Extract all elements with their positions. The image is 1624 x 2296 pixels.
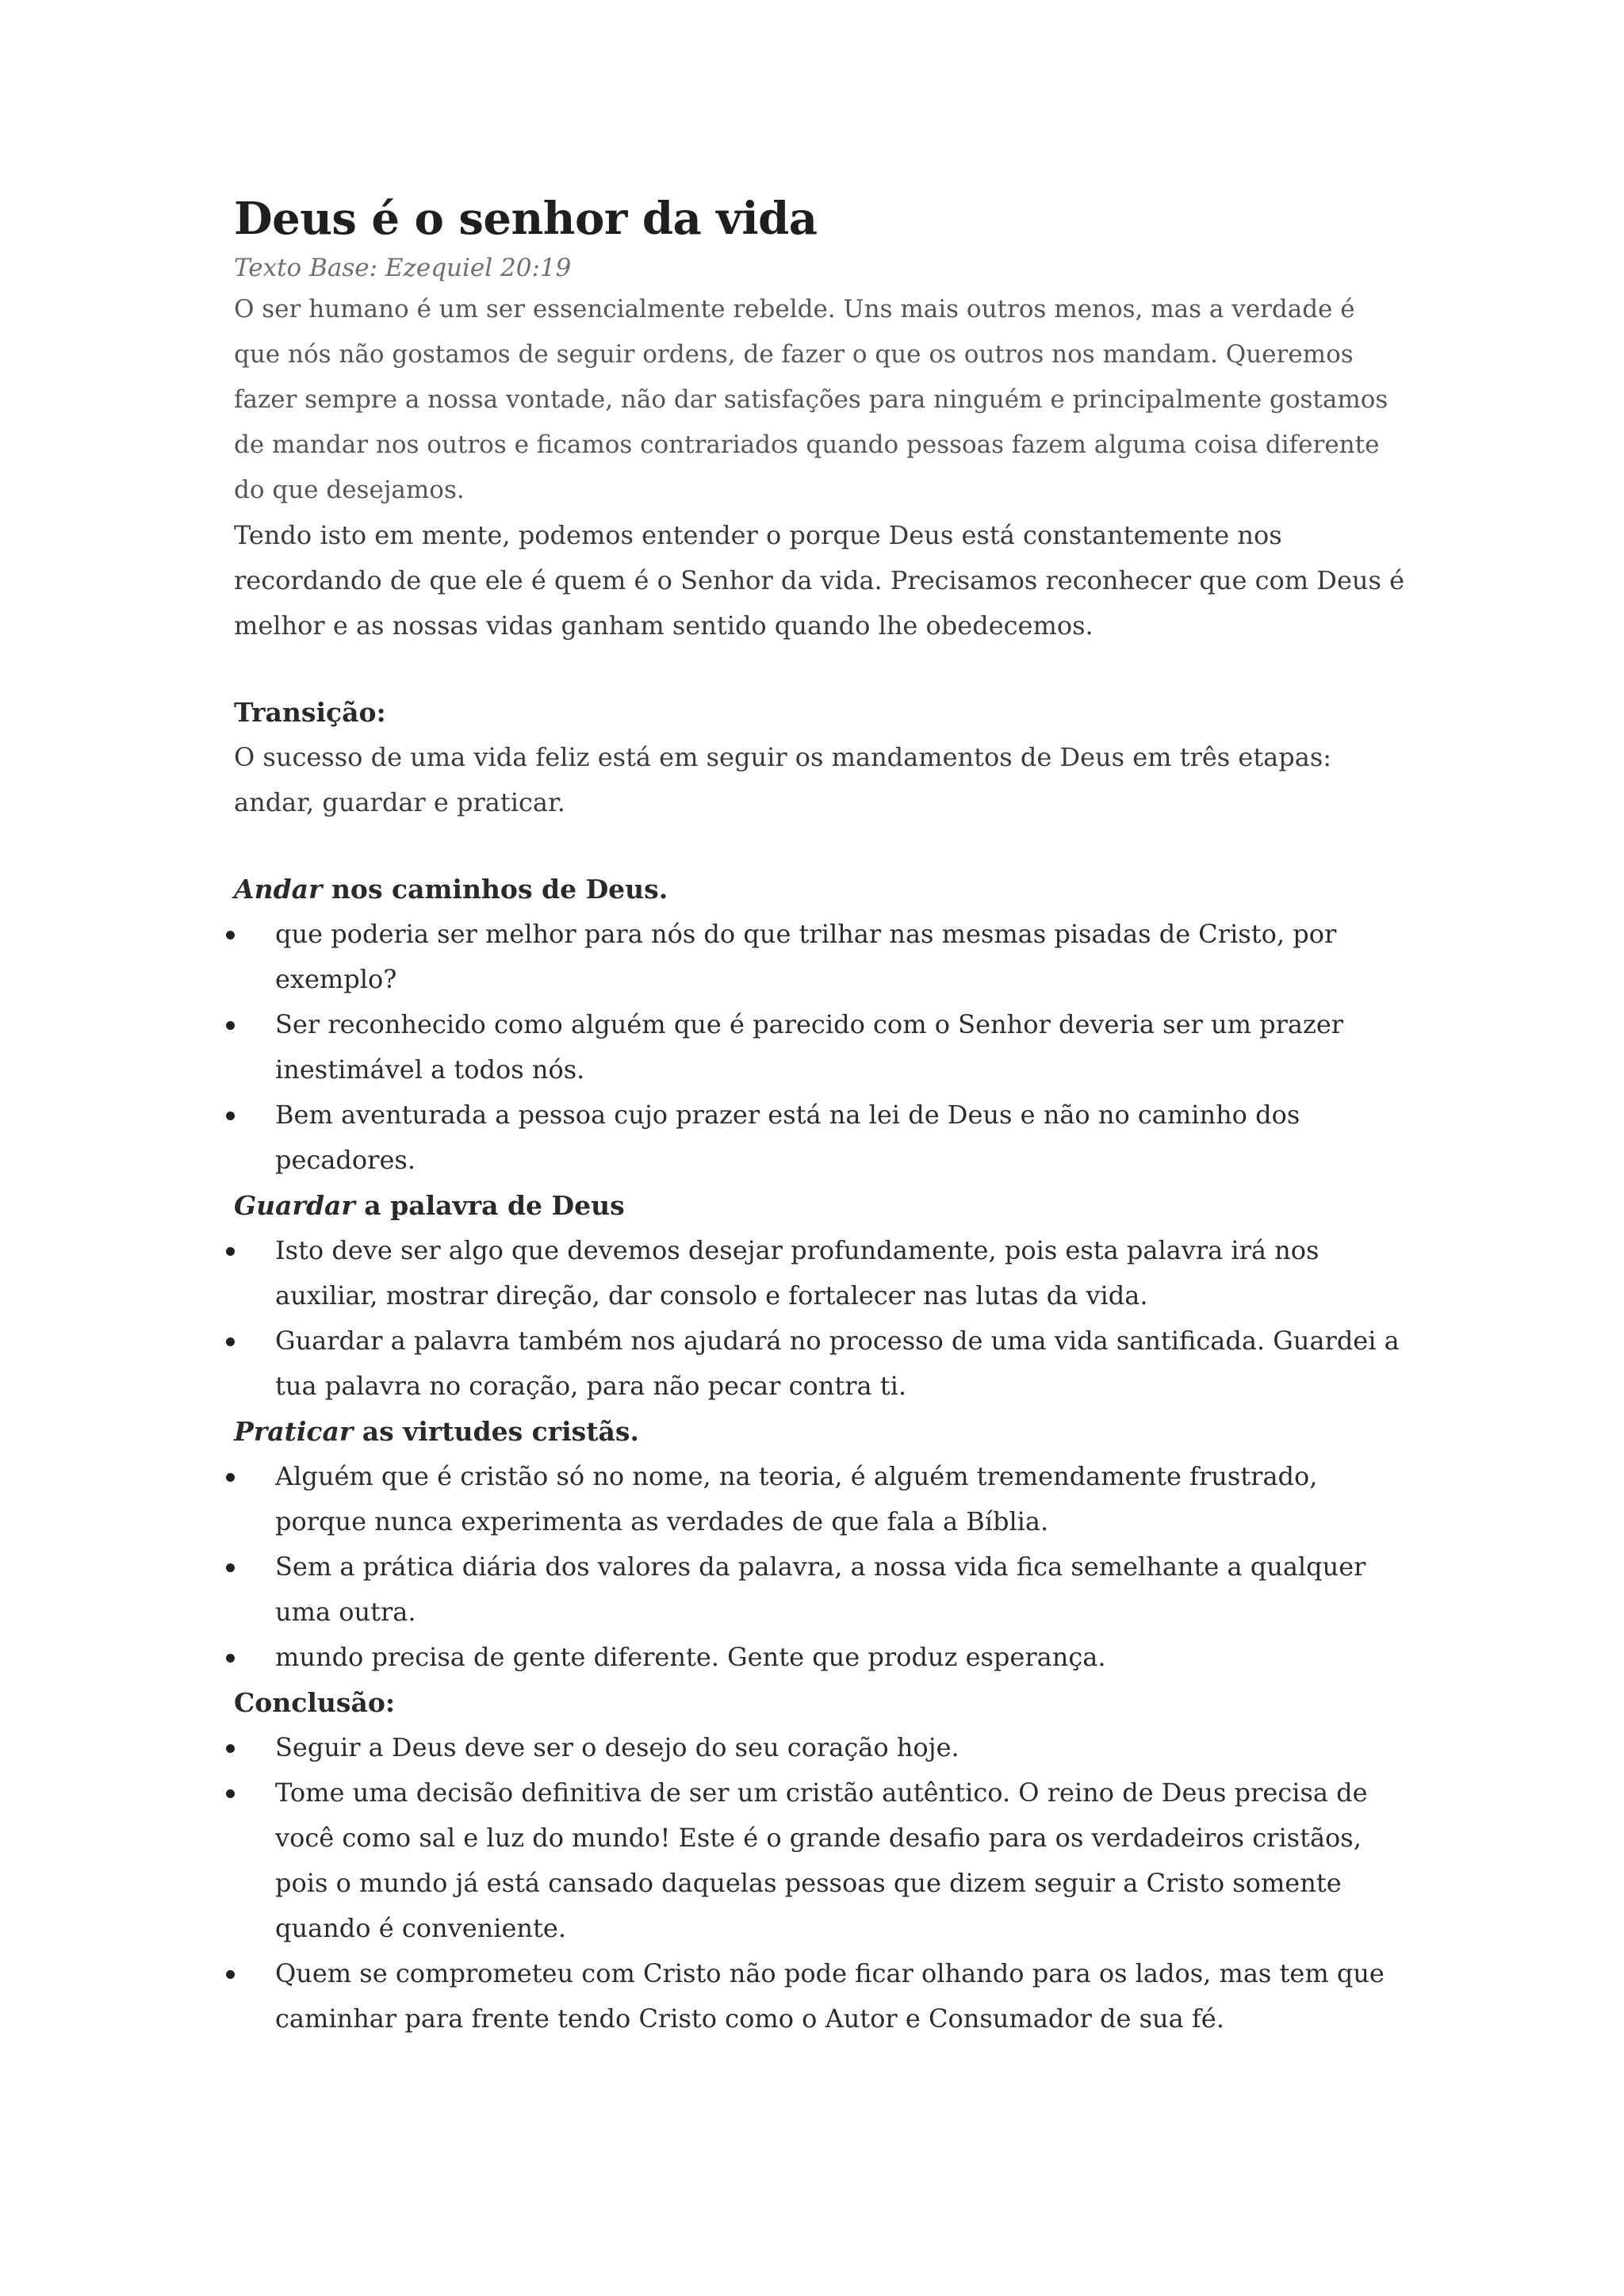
list-item-text: Ser reconhecido como alguém que é parecido com o Senhor deveria ser um prazer inestimável a todos nós. — [275, 1009, 1344, 1085]
list-item-text: Isto deve ser algo que devemos desejar profundamente, pois esta palavra irá nos auxiliar, mostrar direção, dar consolo e fortalecer nas lutas da vida. — [275, 1235, 1320, 1311]
spacer — [234, 649, 1408, 690]
section-heading-guardar — [234, 1183, 1408, 1228]
conclusion-bullet-list — [234, 1725, 1408, 2042]
bullet-icon — [226, 1970, 235, 1979]
conclusion-heading: Conclusão: — [234, 1687, 396, 1718]
section-heading-keyword: Praticar — [234, 1416, 354, 1447]
list-item — [234, 1725, 1408, 1770]
list-item — [234, 1544, 1408, 1635]
list-item-text: Quem se comprometeu com Cristo não pode ficar olhando para os lados, mas tem que caminhar para frente tendo Cristo como o Autor e Consumador de sua fé. — [275, 1958, 1385, 2034]
section-heading-andar — [234, 867, 1408, 912]
list-item — [234, 912, 1408, 1002]
section-bullet-list — [234, 1228, 1408, 1409]
bullet-icon — [226, 1021, 235, 1030]
list-item — [234, 1318, 1408, 1409]
intro-paragraph-2: Tendo isto em mente, podemos entender o porque Deus está constantemente nos recordando de que ele é quem é o Senhor da vida. Precisamos reconhecer que com Deus é melhor e as nossas vidas ganham sentido quando lhe obedecemos. — [234, 520, 1405, 641]
list-item-text: Alguém que é cristão só no nome, na teoria, é alguém tremendamente frustrado, porque nunca experimenta as verdades de que fala a Bíblia. — [275, 1461, 1318, 1536]
document-subtitle: Texto Base: Ezequiel 20:19 — [234, 254, 572, 282]
list-item-text: que poderia ser melhor para nós do que trilhar nas mesmas pisadas de Cristo, por exemplo? — [275, 919, 1337, 994]
bullet-icon — [226, 1473, 235, 1482]
transition-heading: Transição: — [234, 697, 386, 728]
section-heading-keyword: Andar — [234, 874, 323, 905]
list-item — [234, 1951, 1408, 2042]
section-heading-keyword: Guardar — [234, 1190, 355, 1221]
document-page — [234, 189, 1408, 2042]
bullet-icon — [226, 1247, 235, 1256]
bullet-icon — [226, 931, 235, 939]
list-item-text: mundo precisa de gente diferente. Gente que produz esperança. — [275, 1642, 1106, 1672]
spacer — [234, 825, 1408, 867]
list-item-text: Guardar a palavra também nos ajudará no processo de uma vida santificada. Guardei a tua palavra no coração, para não pecar contra ti. — [275, 1326, 1400, 1401]
list-item — [234, 1454, 1408, 1544]
bullet-icon — [226, 1337, 235, 1346]
bullet-icon — [226, 1654, 235, 1663]
list-item — [234, 1770, 1408, 1951]
bullet-icon — [226, 1112, 235, 1120]
transition-text: O sucesso de uma vida feliz está em seguir os mandamentos de Deus em três etapas: andar, guardar e praticar. — [234, 742, 1332, 817]
list-item — [234, 1093, 1408, 1183]
section-heading-rest: a palavra de Deus — [354, 1190, 625, 1221]
section-heading-praticar — [234, 1409, 1408, 1454]
bullet-icon — [226, 1789, 235, 1798]
section-heading-rest: as virtudes cristãs. — [353, 1416, 639, 1447]
list-item — [234, 1635, 1408, 1680]
intro-paragraph-1: O ser humano é um ser essencialmente rebelde. Uns mais outros menos, mas a verdade é que nós não gostamos de seguir ordens, de fazer o que os outros nos mandam. Queremos fazer sempre a nossa vontade, não dar satisfações para ninguém e principalmente gostamos de mandar nos outros e ficamos contrariados quando pessoas fazem alguma coisa diferente do que desejamos. — [234, 295, 1388, 504]
section-bullet-list — [234, 1454, 1408, 1680]
bullet-icon — [226, 1563, 235, 1572]
document-title: Deus é o senhor da vida — [234, 193, 818, 245]
list-item — [234, 1228, 1408, 1318]
section-bullet-list — [234, 912, 1408, 1183]
list-item-text: Tome uma decisão definitiva de ser um cristão autêntico. O reino de Deus precisa de você como sal e luz do mundo! Este é o grande desafio para os verdadeiros cristãos, pois o mundo já está cansado daquelas pessoas que dizem seguir a Cristo somente quando é conveniente. — [275, 1777, 1368, 1943]
list-item-text: Sem a prática diária dos valores da palavra, a nossa vida fica semelhante a qualquer uma outra. — [275, 1552, 1366, 1627]
list-item-text: Seguir a Deus deve ser o desejo do seu coração hoje. — [275, 1732, 959, 1762]
bullet-icon — [226, 1744, 235, 1753]
list-item — [234, 1002, 1408, 1093]
list-item-text: Bem aventurada a pessoa cujo prazer está na lei de Deus e não no caminho dos pecadores. — [275, 1100, 1300, 1175]
section-heading-rest: nos caminhos de Deus. — [322, 874, 668, 905]
